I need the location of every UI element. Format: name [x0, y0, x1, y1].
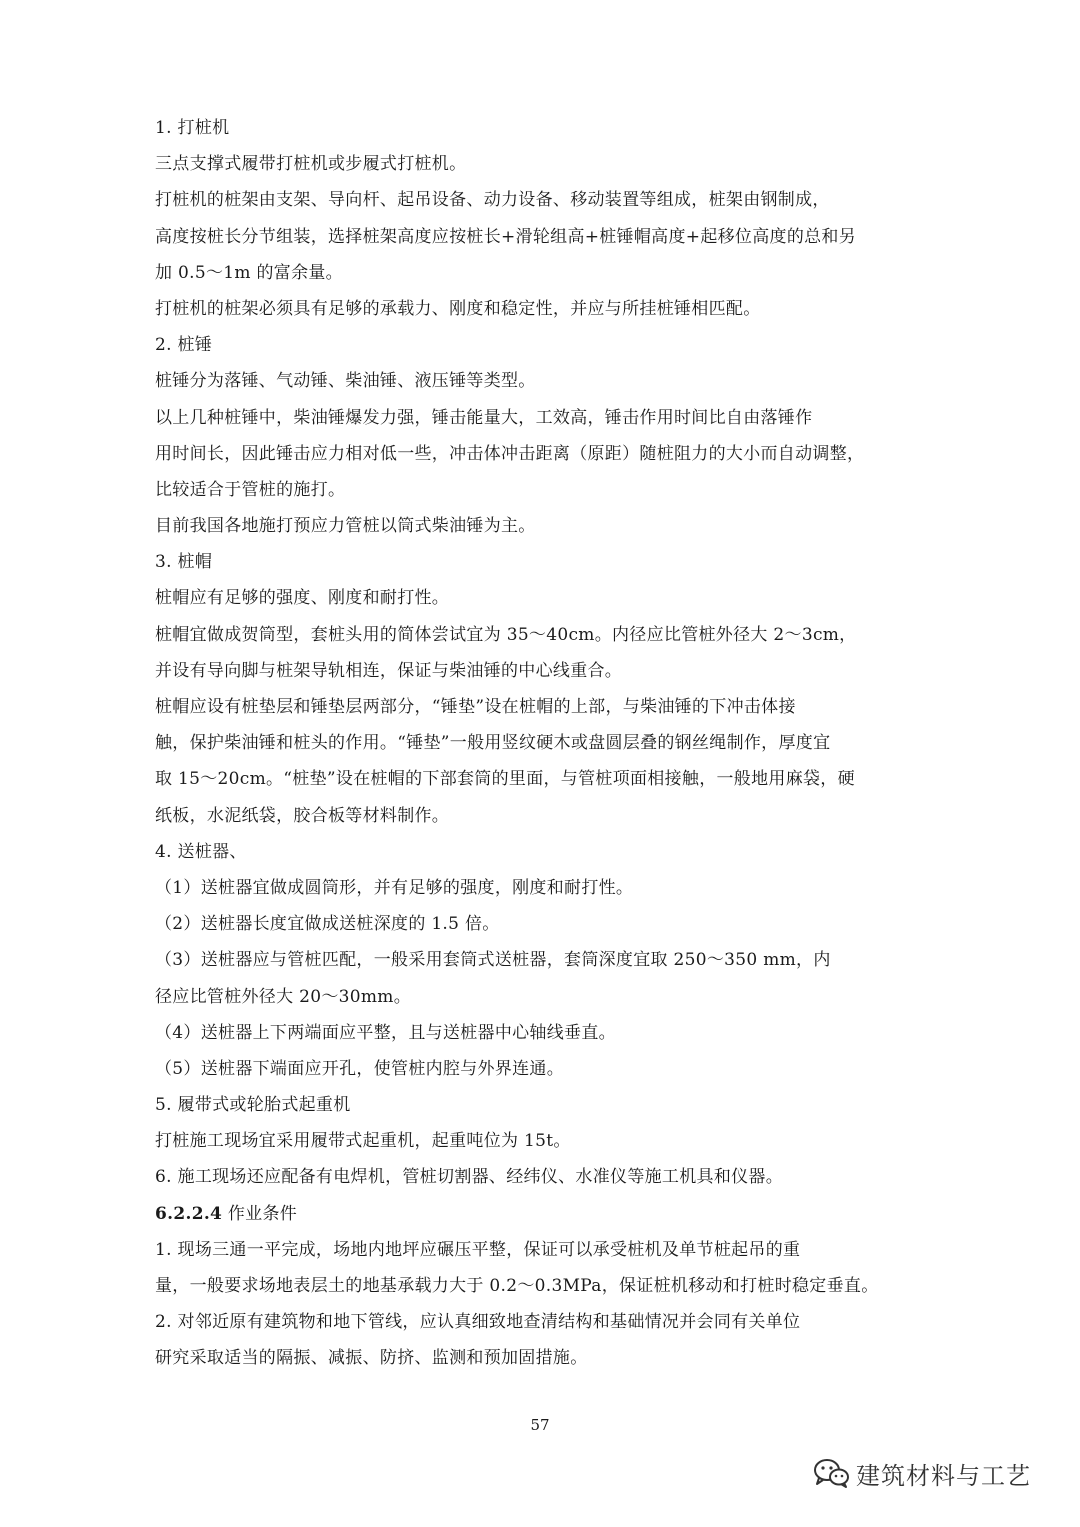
- text-line: [155, 653, 945, 689]
- text-line: [155, 400, 945, 436]
- line-text: 2. 对邻近原有建筑物和地下管线，应认真细致地查清结构和基础情况并会同有关单位: [155, 1312, 801, 1333]
- text-line: [155, 689, 945, 725]
- text-line: [155, 363, 945, 399]
- text-line: [155, 834, 945, 870]
- text-line: [155, 1196, 945, 1232]
- line-text: 打桩机的桩架必须具有足够的承载力、刚度和稳定性，并应与所挂桩锤相匹配。: [155, 298, 761, 319]
- text-line: [155, 1051, 945, 1087]
- text-line: [155, 1340, 945, 1376]
- wechat-watermark: [812, 1453, 1031, 1493]
- text-line: [155, 1159, 945, 1195]
- line-text: 比较适合于管桩的施打。: [155, 479, 346, 500]
- text-line: [155, 219, 945, 255]
- line-text: 加 0.5～1m 的富余量。: [155, 262, 343, 283]
- text-line: [155, 327, 945, 363]
- line-text: 打桩施工现场宜采用履带式起重机，起重吨位为 15t。: [155, 1131, 571, 1152]
- text-line: [155, 146, 945, 182]
- text-line: [155, 761, 945, 797]
- line-text: 6. 施工现场还应配备有电焊机，管桩切割器、经纬仪、水准仪等施工机具和仪器。: [155, 1167, 784, 1188]
- line-text: 桩帽应设有桩垫层和锤垫层两部分，“锤垫”设在桩帽的上部，与柴油锤的下冲击体接: [155, 697, 796, 717]
- text-line: [155, 870, 945, 906]
- text-line: [155, 291, 945, 327]
- line-text: 桩帽应有足够的强度、刚度和耐打性。: [155, 588, 450, 609]
- text-line: [155, 544, 945, 580]
- line-text: 3. 桩帽: [155, 552, 213, 573]
- line-text: 纸板，水泥纸袋，胶合板等材料制作。: [155, 805, 450, 826]
- line-text: 桩锤分为落锤、气动锤、柴油锤、液压锤等类型。: [155, 371, 536, 392]
- text-line: [155, 1232, 945, 1268]
- text-line: [155, 1268, 945, 1304]
- line-text: （5）送桩器下端面应开孔，使管桩内腔与外界连通。: [155, 1058, 565, 1079]
- line-text: 触，保护柴油锤和桩头的作用。“锤垫”一般用竖纹硬木或盘圆层叠的钢丝绳制作，厚度宜: [155, 733, 831, 754]
- line-text: （4）送桩器上下两端面应平整，且与送桩器中心轴线垂直。: [155, 1022, 616, 1043]
- line-text: 打桩机的桩架由支架、导向杆、起吊设备、动力设备、移动装置等组成，桩架由钢制成，: [155, 190, 830, 211]
- text-line: [155, 942, 945, 978]
- line-text: 作业条件: [222, 1203, 298, 1224]
- line-text: 并设有导向脚与桩架导轨相连，保证与柴油锤的中心线重合。: [155, 660, 623, 681]
- line-text: 以上几种桩锤中，柴油锤爆发力强，锤击能量大，工效高，锤击作用时间比自由落锤作: [155, 407, 813, 428]
- line-text: 2. 桩锤: [155, 335, 213, 356]
- watermark-text: 建筑材料与工艺: [856, 1461, 1031, 1490]
- line-text: （2）送桩器长度宜做成送桩深度的 1.5 倍。: [155, 914, 500, 935]
- text-line: [155, 979, 945, 1015]
- line-text: 高度按桩长分节组装，选择桩架高度应按桩长+滑轮组高+桩锤帽高度+起移位高度的总和另: [155, 226, 857, 247]
- line-text: （3）送桩器应与管桩匹配，一般采用套筒式送桩器，套筒深度宜取 250～350 mm，内: [155, 950, 831, 971]
- text-line: [155, 725, 945, 761]
- text-line: [155, 110, 945, 146]
- line-text: 5. 履带式或轮胎式起重机: [155, 1095, 351, 1116]
- line-text: 4. 送桩器、: [155, 841, 247, 862]
- text-line: [155, 472, 945, 508]
- line-text: 三点支撑式履带打桩机或步履式打桩机。: [155, 154, 467, 175]
- text-line: [155, 1304, 945, 1340]
- line-text: （1）送桩器宜做成圆筒形，并有足够的强度，刚度和耐打性。: [155, 877, 634, 898]
- text-line: [155, 906, 945, 942]
- text-line: [155, 617, 945, 653]
- line-text: 量，一般要求场地表层土的地基承载力大于 0.2～0.3MPa，保证桩机移动和打桩时稳定垂直。: [155, 1276, 879, 1296]
- line-text: 桩帽宜做成贺筒型，套桩头用的简体尝试宜为 35～40cm。内径应比管桩外径大 2～3cm，: [155, 624, 857, 645]
- text-line: [155, 580, 945, 616]
- section-number: 6.2.2.4: [155, 1203, 223, 1224]
- line-text: 径应比管桩外径大 20～30mm。: [155, 986, 412, 1007]
- line-text: 研究采取适当的隔振、减振、防挤、监测和预加固措施。: [155, 1348, 588, 1369]
- page-number: 57: [530, 1416, 550, 1434]
- text-line: [155, 1123, 945, 1159]
- text-line: [155, 255, 945, 291]
- text-line: [155, 436, 945, 472]
- text-line: [155, 1015, 945, 1051]
- line-text: 1. 现场三通一平完成，场地内地坪应碾压平整，保证可以承受桩机及单节桩起吊的重: [155, 1239, 801, 1260]
- wechat-icon: [812, 1457, 850, 1489]
- line-text: 取 15～20cm。“桩垫”设在桩帽的下部套筒的里面，与管桩项面相接触，一般地用麻袋，硬: [155, 769, 855, 790]
- line-text: 目前我国各地施打预应力管桩以筒式柴油锤为主。: [155, 516, 536, 537]
- text-line: [155, 508, 945, 544]
- text-line: [155, 182, 945, 218]
- document-body: [155, 110, 945, 1377]
- text-line: [155, 1087, 945, 1123]
- text-line: [155, 798, 945, 834]
- line-text: 1. 打桩机: [155, 118, 230, 138]
- line-text: 用时间长，因此锤击应力相对低一些，冲击体冲击距离（原距）随桩阻力的大小而自动调整，: [155, 443, 865, 464]
